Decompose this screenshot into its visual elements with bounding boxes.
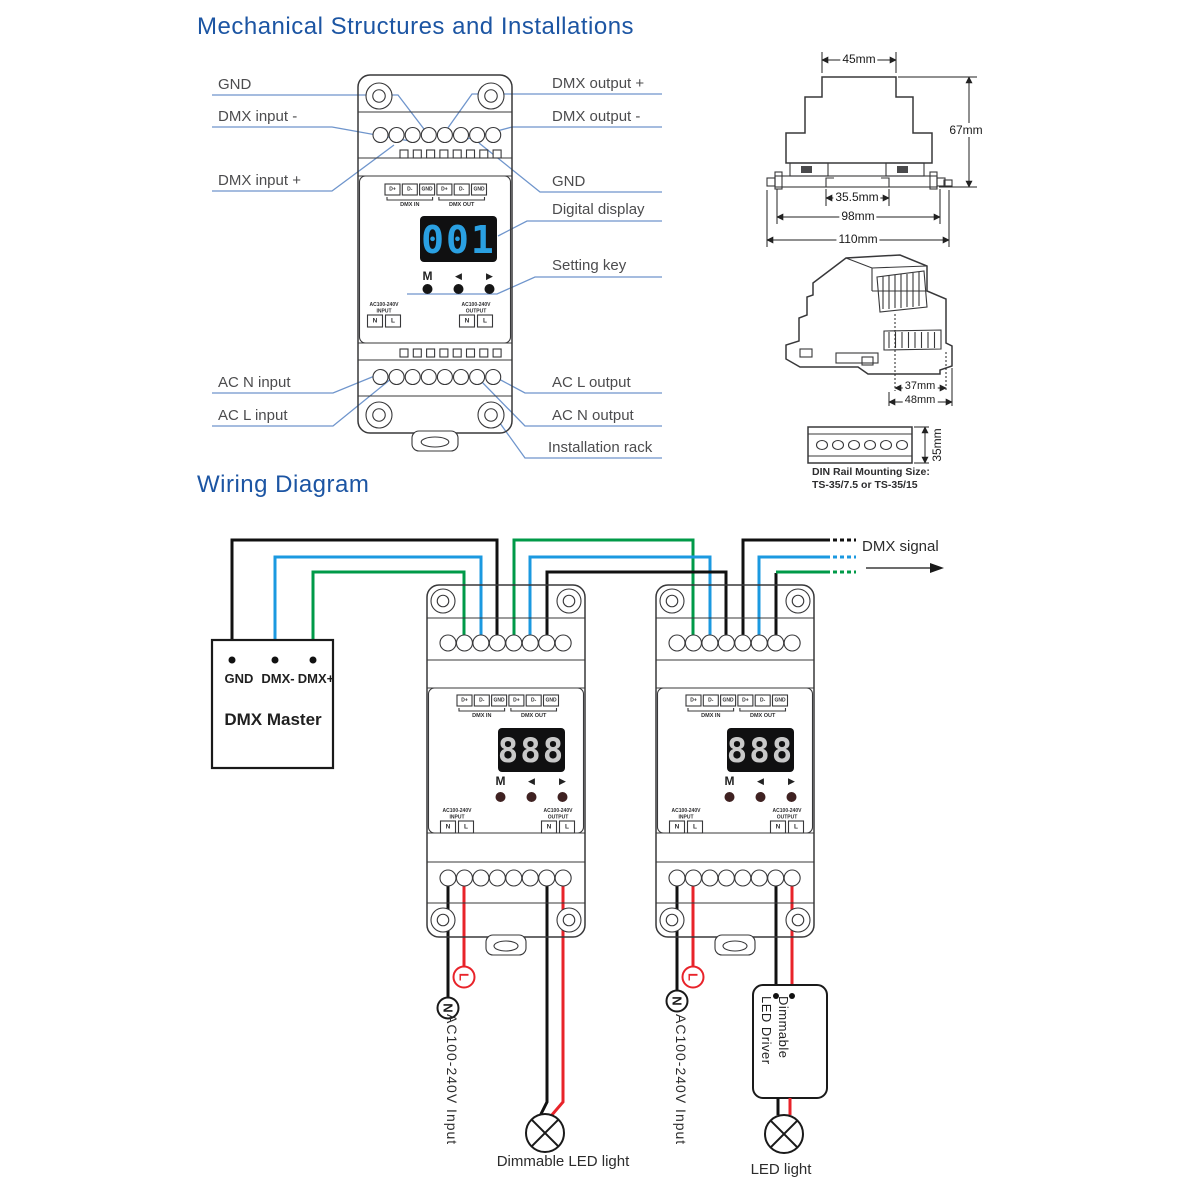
terminal-circle bbox=[685, 635, 701, 651]
terminal-box-label: D+ bbox=[441, 186, 448, 193]
dim-total-depth: 48mm bbox=[904, 394, 936, 406]
screw-hole-icon bbox=[786, 908, 810, 932]
screw-hole-icon bbox=[366, 83, 392, 109]
mechanical-section-title: Mechanical Structures and Installations bbox=[197, 13, 635, 40]
right-arrow-icon: ▶ bbox=[486, 271, 493, 281]
terminal-circle bbox=[456, 870, 472, 886]
terminal-circle bbox=[421, 370, 436, 385]
terminal-circle bbox=[506, 635, 522, 651]
terminal-circle bbox=[389, 128, 404, 143]
right-arrow-icon: ▶ bbox=[559, 776, 566, 786]
callout-dmx-input-minus: DMX input - bbox=[218, 108, 298, 125]
master-terminal-dmx-minus: DMX- bbox=[261, 671, 295, 686]
din-rail-note-line2: TS-35/7.5 or TS-35/15 bbox=[812, 479, 918, 491]
callout-gnd-left: GND bbox=[218, 76, 252, 93]
ac-input-terminal-label: L bbox=[464, 823, 468, 831]
terminal-circle bbox=[539, 635, 555, 651]
terminal-circle bbox=[702, 635, 718, 651]
screw-hole-icon bbox=[366, 402, 392, 428]
dmx-signal-arrow bbox=[866, 563, 944, 573]
right-arrow-icon: ▶ bbox=[788, 776, 795, 786]
ac-output-terminal-label: L bbox=[483, 317, 487, 325]
terminal-box-label: D+ bbox=[389, 186, 396, 193]
screw-hole-icon bbox=[660, 589, 684, 613]
terminal-circle bbox=[440, 870, 456, 886]
terminal-box-label: GND bbox=[545, 697, 557, 704]
dmx-out-label: DMX OUT bbox=[449, 202, 475, 208]
terminal-circle bbox=[440, 635, 456, 651]
left-arrow-icon: ◀ bbox=[455, 271, 462, 281]
ac-input-terminal-label: N bbox=[445, 823, 451, 831]
callout-ac-n-input: AC N input bbox=[218, 374, 291, 391]
ac-input-terminal-label: L bbox=[693, 823, 697, 831]
terminal-circle bbox=[405, 128, 420, 143]
ac-output-voltage-label: AC100-240V bbox=[543, 808, 573, 814]
terminal-circle bbox=[718, 635, 734, 651]
setting-key-button bbox=[496, 792, 506, 802]
menu-button-label: M bbox=[724, 774, 735, 788]
terminal-circle bbox=[555, 870, 571, 886]
terminal-circle bbox=[702, 870, 718, 886]
terminal-circle bbox=[456, 635, 472, 651]
wiring-section-title: Wiring Diagram bbox=[197, 471, 370, 498]
terminal-circle bbox=[373, 370, 388, 385]
neutral-symbol: N bbox=[440, 1003, 456, 1013]
terminal-circle bbox=[437, 128, 452, 143]
terminal-circle bbox=[735, 635, 751, 651]
terminal-box-label: D- bbox=[531, 697, 537, 704]
wiring-device bbox=[427, 585, 585, 955]
screw-hole-icon bbox=[557, 908, 581, 932]
terminal-circle bbox=[751, 635, 767, 651]
dmx-in-label: DMX IN bbox=[472, 713, 492, 719]
led-driver-label-line2: LED Driver bbox=[759, 996, 774, 1065]
ac-input-label: INPUT bbox=[449, 814, 465, 821]
dim-total-width: 110mm bbox=[838, 232, 878, 246]
din-rail-note-line1: DIN Rail Mounting Size: bbox=[812, 466, 930, 478]
callout-ac-l-input: AC L input bbox=[218, 407, 288, 424]
terminal-circle bbox=[539, 870, 555, 886]
terminal-circle bbox=[473, 870, 489, 886]
setting-key-button bbox=[423, 284, 433, 294]
callout-digital-display: Digital display bbox=[552, 201, 645, 218]
terminal-circle bbox=[389, 370, 404, 385]
callout-setting-key: Setting key bbox=[552, 257, 627, 274]
terminal-box-label: D- bbox=[479, 697, 485, 704]
terminal-circle bbox=[454, 370, 469, 385]
terminal-circle bbox=[768, 870, 784, 886]
terminal-circle bbox=[454, 128, 469, 143]
callout-dmx-output-minus: DMX output - bbox=[552, 108, 641, 125]
terminal-circle bbox=[522, 635, 538, 651]
terminal-box-label: D- bbox=[459, 186, 465, 193]
dim-top-width: 45mm bbox=[842, 52, 876, 66]
terminal-box-label: D- bbox=[407, 186, 413, 193]
terminal-circle bbox=[489, 635, 505, 651]
left-arrow-icon: ◀ bbox=[528, 776, 535, 786]
terminal-circle bbox=[506, 870, 522, 886]
dmx-master-box bbox=[212, 640, 333, 768]
ac-input-voltage-label: AC100-240V bbox=[671, 808, 701, 814]
ac-output-voltage-label: AC100-240V bbox=[461, 302, 491, 308]
display-value: 888 bbox=[497, 731, 566, 771]
ac-input-voltage-label: AC100-240V bbox=[369, 302, 399, 308]
terminal-circle bbox=[685, 870, 701, 886]
dimmable-led-light-label: Dimmable LED light bbox=[496, 1153, 630, 1170]
terminal-box-label: D- bbox=[708, 697, 714, 704]
callout-ac-n-output: AC N output bbox=[552, 407, 634, 424]
terminal-circle bbox=[669, 870, 685, 886]
ac-input-label: INPUT bbox=[376, 308, 392, 315]
neutral-symbol: N bbox=[669, 996, 685, 1006]
din-rail-drawing bbox=[808, 427, 929, 463]
left-arrow-icon: ◀ bbox=[757, 776, 764, 786]
dim-rail-height: 35mm bbox=[930, 428, 944, 462]
terminal-circle bbox=[373, 128, 388, 143]
dim-height: 67mm bbox=[949, 123, 983, 137]
dmx-out-label: DMX OUT bbox=[521, 713, 547, 719]
dmx-in-label: DMX IN bbox=[701, 713, 721, 719]
setting-key-button bbox=[485, 284, 495, 294]
mains-terminal-letters bbox=[441, 973, 701, 1013]
ac-input-voltage-label: AC100-240V bbox=[442, 808, 472, 814]
screw-hole-icon bbox=[557, 589, 581, 613]
terminal-box-label: GND bbox=[774, 697, 786, 704]
setting-key-button bbox=[454, 284, 464, 294]
menu-button-label: M bbox=[422, 269, 433, 283]
terminal-circle bbox=[405, 370, 420, 385]
ac-output-terminal-label: N bbox=[546, 823, 552, 831]
dmx-out-label: DMX OUT bbox=[750, 713, 776, 719]
terminal-circle bbox=[421, 128, 436, 143]
ac-input-terminal-label: N bbox=[372, 317, 378, 325]
terminal-box-label: GND bbox=[473, 186, 485, 193]
terminal-box-label: D+ bbox=[461, 697, 468, 704]
dmx-master-label: DMX Master bbox=[224, 710, 322, 729]
terminal-circle bbox=[784, 635, 800, 651]
setting-key-button bbox=[558, 792, 568, 802]
terminal-circle bbox=[669, 635, 685, 651]
terminal-circle bbox=[751, 870, 767, 886]
live-symbol: L bbox=[456, 973, 472, 981]
terminal-box-label: D+ bbox=[690, 697, 697, 704]
ac-output-label: OUTPUT bbox=[465, 308, 487, 315]
setting-key-button bbox=[787, 792, 797, 802]
dim-body-depth: 37mm bbox=[904, 380, 936, 392]
led-light-label: LED light bbox=[750, 1161, 812, 1178]
callout-leader-lines bbox=[212, 94, 662, 458]
dim-hole-span: 98mm bbox=[841, 209, 875, 223]
screw-hole-icon bbox=[786, 589, 810, 613]
callout-ac-l-output: AC L output bbox=[552, 374, 631, 391]
terminal-circle bbox=[470, 370, 485, 385]
terminal-circle bbox=[470, 128, 485, 143]
terminal-circle bbox=[768, 635, 784, 651]
ac-input-terminal-label: L bbox=[391, 317, 395, 325]
dmx-in-label: DMX IN bbox=[400, 202, 420, 208]
callout-installation-rack: Installation rack bbox=[548, 439, 653, 456]
display-value: 888 bbox=[726, 731, 795, 771]
callout-dmx-input-plus: DMX input + bbox=[218, 172, 301, 189]
terminal-circle bbox=[522, 870, 538, 886]
live-symbol: L bbox=[685, 973, 701, 981]
terminal-circle bbox=[486, 370, 501, 385]
screw-hole-icon bbox=[478, 402, 504, 428]
terminal-box-label: GND bbox=[722, 697, 734, 704]
terminal-box-label: GND bbox=[421, 186, 433, 193]
terminal-circle bbox=[489, 870, 505, 886]
ac-output-terminal-label: L bbox=[565, 823, 569, 831]
terminal-circle bbox=[437, 370, 452, 385]
led-driver-label-line1: Dimmable bbox=[776, 996, 791, 1059]
terminal-box-label: D+ bbox=[513, 697, 520, 704]
ac-input-label-device2: AC100-240V Input bbox=[673, 1014, 689, 1146]
dim-slot-width: 35.5mm bbox=[835, 190, 879, 204]
terminal-circle bbox=[784, 870, 800, 886]
ac-output-terminal-label: N bbox=[464, 317, 470, 325]
display-value: 001 bbox=[421, 218, 496, 262]
ac-output-terminal-label: L bbox=[794, 823, 798, 831]
ac-output-terminal-label: N bbox=[775, 823, 781, 831]
terminal-box-label: D- bbox=[760, 697, 766, 704]
terminal-circle bbox=[486, 128, 501, 143]
ac-output-label: OUTPUT bbox=[547, 814, 569, 821]
ac-input-terminal-label: N bbox=[674, 823, 680, 831]
terminal-box-label: GND bbox=[493, 697, 505, 704]
callout-gnd-right: GND bbox=[552, 173, 586, 190]
setting-key-button bbox=[756, 792, 766, 802]
terminal-box-label: D+ bbox=[742, 697, 749, 704]
ac-input-label: INPUT bbox=[678, 814, 694, 821]
screw-hole-icon bbox=[431, 908, 455, 932]
led-driver-label bbox=[758, 996, 792, 1065]
screw-hole-icon bbox=[478, 83, 504, 109]
screw-hole-icon bbox=[660, 908, 684, 932]
ac-input-label-device1: AC100-240V Input bbox=[444, 1014, 460, 1146]
screw-hole-icon bbox=[431, 589, 455, 613]
setting-key-button bbox=[527, 792, 537, 802]
terminal-circle bbox=[735, 870, 751, 886]
ac-output-voltage-label: AC100-240V bbox=[772, 808, 802, 814]
device-front-view bbox=[358, 75, 512, 451]
terminal-circle bbox=[555, 635, 571, 651]
menu-button-label: M bbox=[495, 774, 506, 788]
ac-output-label: OUTPUT bbox=[776, 814, 798, 821]
setting-key-button bbox=[725, 792, 735, 802]
wiring-device bbox=[656, 585, 814, 955]
terminal-circle bbox=[718, 870, 734, 886]
dmx-signal-label: DMX signal bbox=[862, 538, 939, 555]
callout-dmx-output-plus: DMX output + bbox=[552, 75, 645, 92]
terminal-circle bbox=[473, 635, 489, 651]
master-terminal-gnd: GND bbox=[224, 671, 254, 686]
master-terminal-dmx-plus: DMX+ bbox=[297, 671, 335, 686]
